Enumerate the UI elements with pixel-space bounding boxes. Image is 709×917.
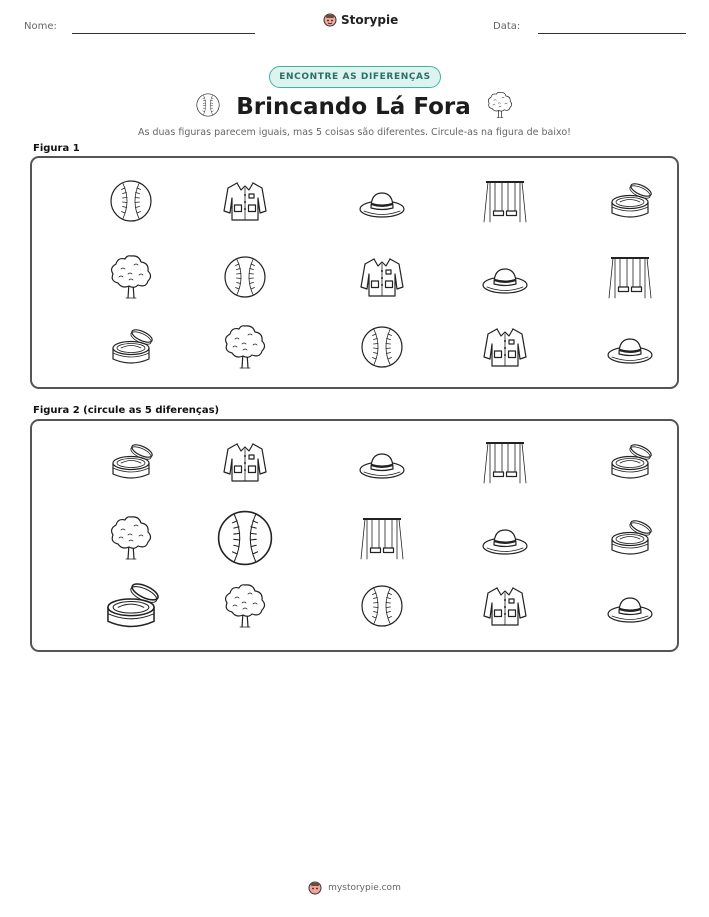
date-label: Data: <box>493 21 521 32</box>
figure1-panel <box>30 156 679 389</box>
jar-icon <box>106 322 156 372</box>
tree-icon[interactable] <box>106 513 156 563</box>
jar-icon[interactable] <box>106 437 156 487</box>
brand-name: Storypie <box>341 13 399 27</box>
jar-icon[interactable] <box>605 513 655 563</box>
swing-icon[interactable] <box>480 437 530 487</box>
brand-logo <box>323 13 398 27</box>
activity-badge: ENCONTRE AS DIFERENÇAS <box>269 66 441 88</box>
footer <box>0 881 709 895</box>
footer-url: mystorypie.com <box>328 883 401 893</box>
baseball-icon[interactable] <box>212 505 278 571</box>
date-line[interactable] <box>538 33 686 34</box>
swing-icon <box>480 176 530 226</box>
hat-icon <box>605 322 655 372</box>
tree-icon <box>220 322 270 372</box>
title-row <box>0 90 709 124</box>
baseball-title-icon <box>194 91 222 123</box>
jar-icon[interactable] <box>99 574 163 638</box>
baseball-icon <box>106 176 156 226</box>
figure2-panel[interactable] <box>30 419 679 652</box>
figure1-label: Figura 1 <box>33 143 80 154</box>
hat-icon[interactable] <box>480 513 530 563</box>
hat-icon[interactable] <box>605 581 655 631</box>
jar-icon <box>605 176 655 226</box>
baseball-icon[interactable] <box>357 581 407 631</box>
hat-icon[interactable] <box>357 437 407 487</box>
page-title: Brincando Lá Fora <box>236 94 471 120</box>
swing-icon <box>605 252 655 302</box>
name-label: Nome: <box>24 21 57 32</box>
hat-icon <box>480 252 530 302</box>
tree-icon <box>106 252 156 302</box>
tree-title-icon <box>485 90 515 124</box>
jacket-icon[interactable] <box>220 437 270 487</box>
instructions: As duas figuras parecem iguais, mas 5 coisas são diferentes. Circule-as na figura de baixo! <box>138 127 571 138</box>
tree-icon[interactable] <box>220 581 270 631</box>
name-line[interactable] <box>72 33 255 34</box>
storypie-mascot-icon <box>323 13 337 27</box>
jar-icon[interactable] <box>605 437 655 487</box>
jacket-icon <box>357 252 407 302</box>
jacket-icon <box>480 322 530 372</box>
baseball-icon <box>357 322 407 372</box>
storypie-mascot-icon <box>308 881 322 895</box>
swing-icon[interactable] <box>357 513 407 563</box>
jacket-icon <box>220 176 270 226</box>
figure2-label: Figura 2 (circule as 5 diferenças) <box>33 405 220 416</box>
baseball-icon <box>220 252 270 302</box>
hat-icon <box>357 176 407 226</box>
jacket-icon[interactable] <box>480 581 530 631</box>
